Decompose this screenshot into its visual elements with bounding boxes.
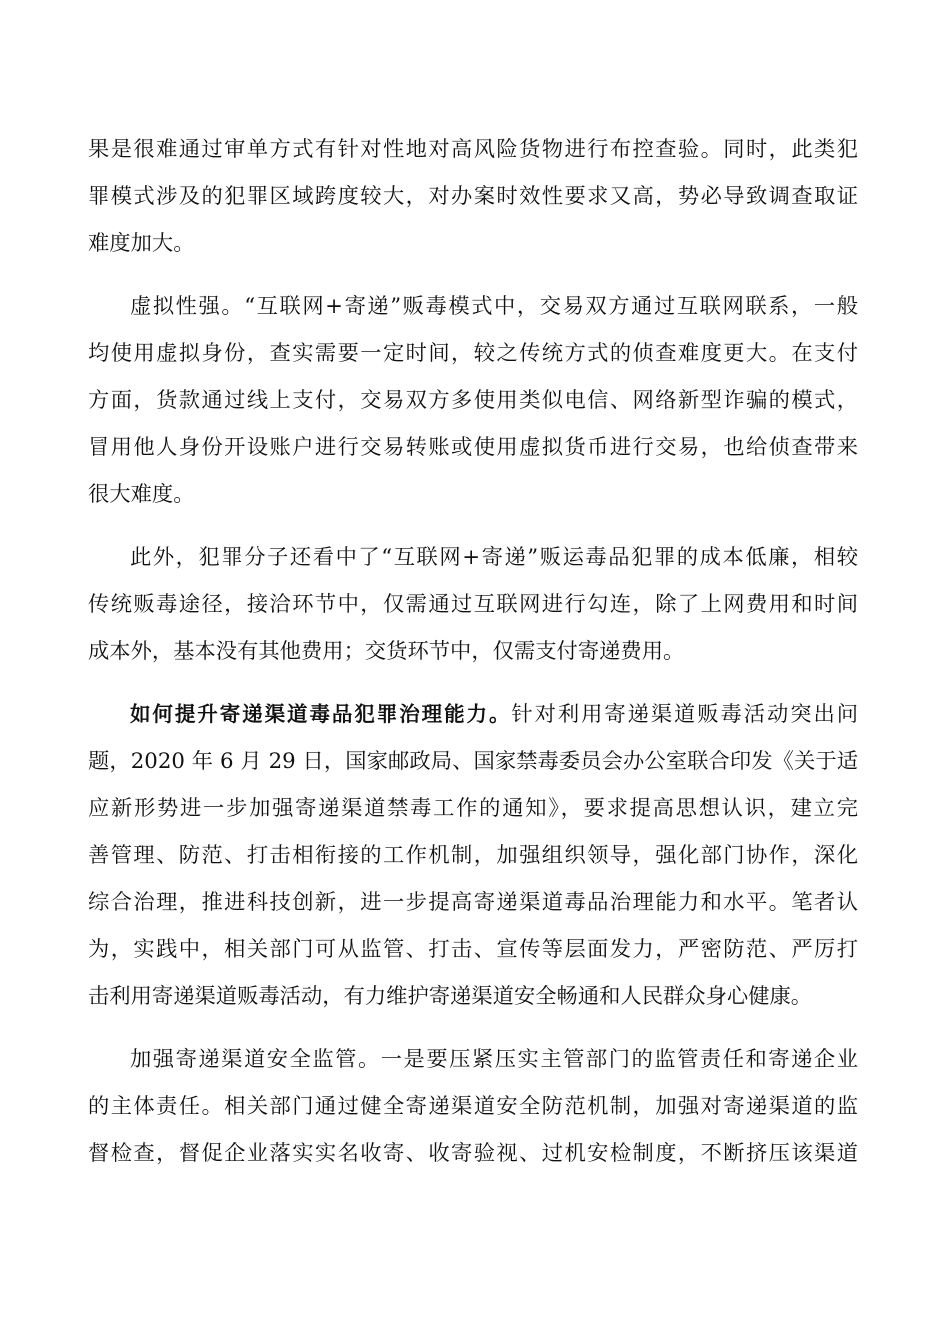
text-line: 的主体责任。相关部门通过健全寄递渠道安全防范机制，加强对寄递渠道的监 <box>88 1094 858 1119</box>
text-line <box>88 691 858 738</box>
document-body <box>88 126 858 1177</box>
text-line: 督检查，督促企业落实实名收寄、收寄验视、过机安检制度，不断挤压该渠道 <box>88 1141 858 1166</box>
text-line: 综合治理，推进科技创新，进一步提高寄递渠道毒品治理能力和水平。笔者认 <box>88 890 858 915</box>
text-line: 很大难度。 <box>88 482 195 507</box>
text-line: 此外，犯罪分子还看中了“互联网+寄递”贩运毒品犯罪的成本低廉，相较 <box>130 545 858 570</box>
paragraph <box>88 691 858 1020</box>
heading-rest-text: 针对利用寄递渠道贩毒活动突出问 <box>511 702 858 727</box>
text-line: 均使用虚拟身份，查实需要一定时间，较之传统方式的侦查难度更大。在支付 <box>88 341 858 366</box>
paragraph <box>88 126 858 267</box>
text-line: 虚拟性强。“互联网+寄递”贩毒模式中，交易双方通过互联网联系，一般 <box>130 294 858 319</box>
text-line: 成本外，基本没有其他费用；交货环节中，仅需支付寄递费用。 <box>88 639 685 664</box>
text-line: 应新形势进一步加强寄递渠道禁毒工作的通知》，要求提高思想认识，建立完 <box>88 796 858 821</box>
text-line: 击利用寄递渠道贩毒活动，有力维护寄递渠道安全畅通和人民群众身心健康。 <box>88 984 813 1009</box>
text-line: 为，实践中，相关部门可从监管、打击、宣传等层面发力，严密防范、严厉打 <box>88 937 858 962</box>
text-line: 罪模式涉及的犯罪区域跨度较大，对办案时效性要求又高，势必导致调查取证 <box>88 184 858 209</box>
paragraph <box>88 534 858 675</box>
paragraph <box>88 283 858 518</box>
text-line: 善管理、防范、打击相衔接的工作机制，加强组织领导，强化部门协作，深化 <box>88 843 858 868</box>
text-line: 果是很难通过审单方式有针对性地对高风险货物进行布控查验。同时，此类犯 <box>88 137 858 162</box>
text-line: 加强寄递渠道安全监管。一是要压紧压实主管部门的监管责任和寄递企业 <box>130 1047 858 1072</box>
text-line: 方面，货款通过线上支付，交易双方多使用类似电信、网络新型诈骗的模式， <box>88 388 858 413</box>
section-heading: 如何提升寄递渠道毒品犯罪治理能力。 <box>130 702 512 726</box>
text-line: 题，2020 年 6 月 29 日，国家邮政局、国家禁毒委员会办公室联合印发《关于适 <box>88 749 858 774</box>
paragraph <box>88 1036 858 1177</box>
text-line: 冒用他人身份开设账户进行交易转账或使用虚拟货币进行交易，也给侦查带来 <box>88 435 858 460</box>
text-line: 传统贩毒途径，接洽环节中，仅需通过互联网进行勾连，除了上网费用和时间 <box>88 592 858 617</box>
text-line: 难度加大。 <box>88 231 195 256</box>
